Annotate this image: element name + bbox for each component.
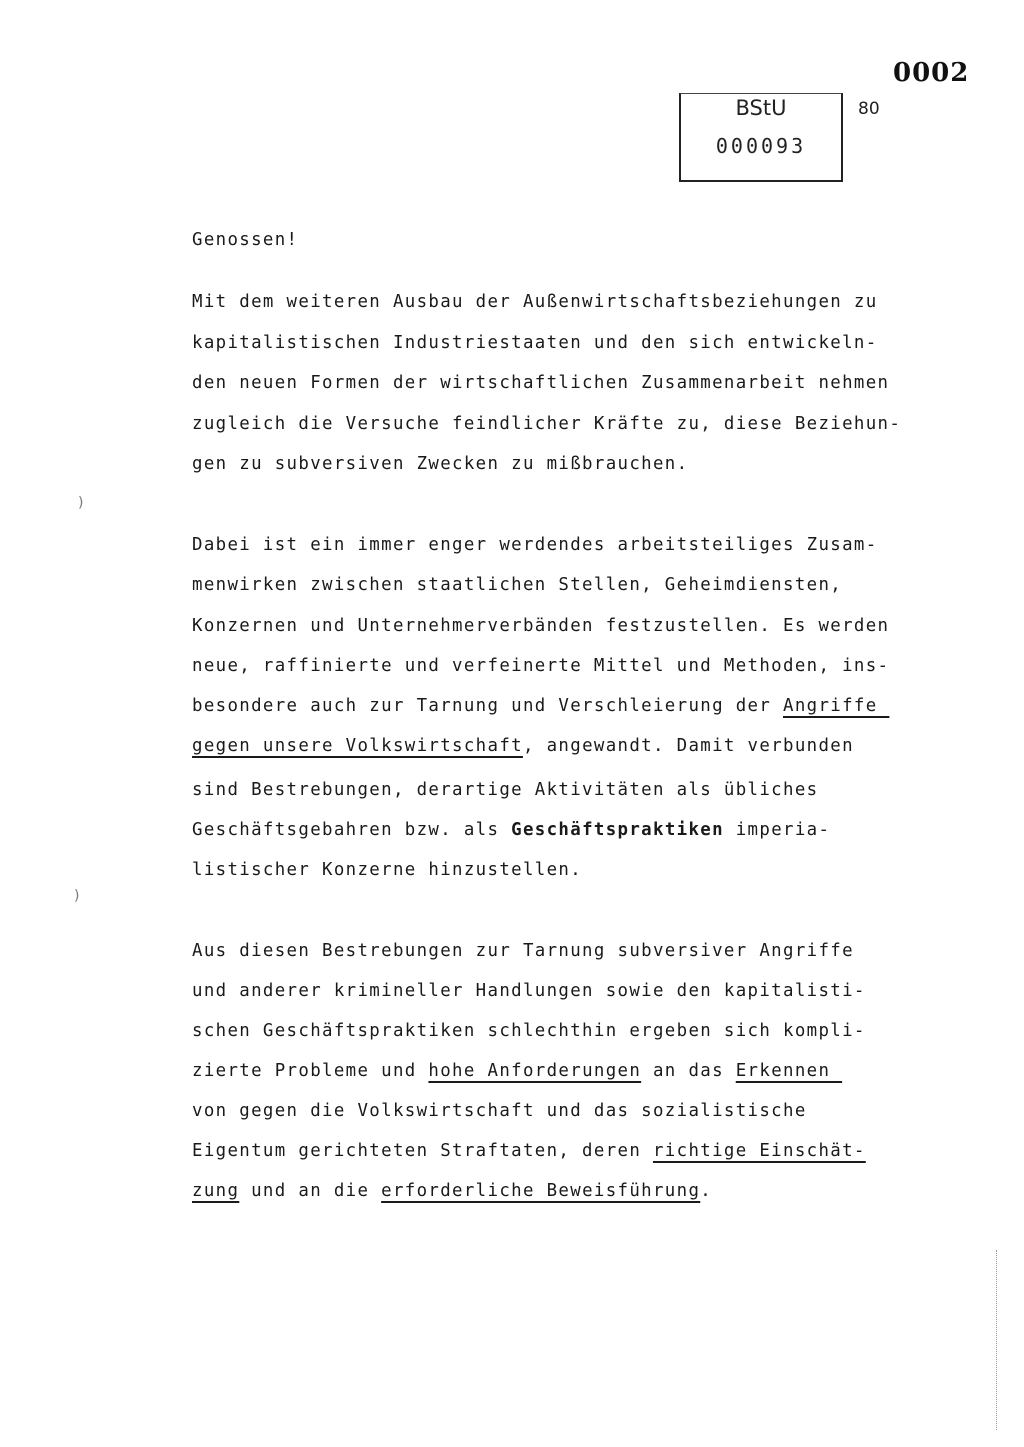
paragraph-3-line-3: schen Geschäftspraktiken schlechthin ergeben sich kompli- — [192, 1021, 866, 1041]
scan-mark: ) — [74, 888, 80, 904]
paragraph-2-line-6 — [192, 735, 854, 757]
paragraph-2-line-8 — [192, 819, 830, 841]
text-segment: , angewandt. Damit verbunden — [522, 736, 854, 756]
paragraph-2-line-1: Dabei ist ein immer enger werdendes arbeitsteiliges Zusam- — [192, 535, 878, 555]
paragraph-3-line-2: und anderer krimineller Handlungen sowie den kapitalisti- — [192, 981, 866, 1001]
underlined-text: richtige Einschät- — [652, 1141, 866, 1161]
paragraph-2-line-2: menwirken zwischen staatlichen Stellen, Geheimdiensten, — [192, 575, 843, 595]
stamp-label: BStU — [735, 96, 787, 120]
text-segment: Eigentum gerichteten Straftaten, deren — [192, 1141, 653, 1161]
salutation: Genossen! — [192, 230, 299, 250]
underlined-text: Erkennen — [735, 1061, 843, 1081]
paragraph-1-line-1: Mit dem weiteren Ausbau der Außenwirtschaftsbeziehungen zu — [192, 292, 878, 312]
underlined-text: erforderliche Beweisführung — [381, 1181, 701, 1201]
paragraph-1-line-3: den neuen Formen der wirtschaftlichen Zusammenarbeit nehmen — [192, 373, 890, 393]
scan-edge-dots — [996, 1250, 1001, 1430]
paragraph-1-line-4: zugleich die Versuche feindlicher Kräfte zu, diese Beziehun- — [192, 414, 902, 434]
paragraph-3-line-5: von gegen die Volkswirtschaft und das sozialistische — [192, 1101, 807, 1121]
text-segment: imperia- — [723, 820, 831, 840]
paragraph-3-line-1: Aus diesen Bestrebungen zur Tarnung subversiver Angriffe — [192, 941, 854, 961]
text-segment: Geschäftsgebahren bzw. als — [192, 820, 512, 840]
folio-number: 80 — [858, 99, 880, 119]
paragraph-3-line-6 — [192, 1140, 866, 1162]
text-segment: . — [700, 1181, 713, 1201]
text-segment: an das — [641, 1061, 736, 1081]
underlined-text: zung — [192, 1181, 240, 1201]
paragraph-3-line-7 — [192, 1180, 712, 1202]
stamp-number: 000093 — [715, 134, 807, 158]
underlined-text: Angriffe — [783, 696, 890, 716]
paragraph-2-line-7: sind Bestrebungen, derartige Aktivitäten als übliches — [192, 780, 819, 800]
paragraph-1-line-2: kapitalistischen Industriestaaten und den sich entwickeln- — [192, 333, 878, 353]
paragraph-2-line-3: Konzernen und Unternehmerverbänden festzustellen. Es werden — [192, 616, 890, 636]
bstu-stamp — [679, 93, 843, 182]
paragraph-1-line-5: gen zu subversiven Zwecken zu mißbrauchen. — [192, 454, 689, 474]
underlined-text: hohe Anforderungen — [428, 1061, 642, 1081]
underlined-text: gegen unsere Volkswirtschaft — [192, 736, 523, 756]
text-segment: zierte Probleme und — [192, 1061, 429, 1081]
bold-correction-text: Geschäftspraktiken — [511, 820, 724, 840]
paragraph-2-line-9: listischer Konzerne hinzustellen. — [192, 860, 583, 880]
scan-mark: ) — [78, 495, 84, 511]
text-segment: und an die — [239, 1181, 382, 1201]
archive-page-number: 0002 — [893, 58, 970, 88]
paragraph-2-line-4: neue, raffinierte und verfeinerte Mittel und Methoden, ins- — [192, 656, 890, 676]
text-segment: besondere auch zur Tarnung und Verschleierung der — [192, 696, 784, 716]
paragraph-2-line-5 — [192, 695, 889, 717]
paragraph-3-line-4 — [192, 1060, 842, 1082]
